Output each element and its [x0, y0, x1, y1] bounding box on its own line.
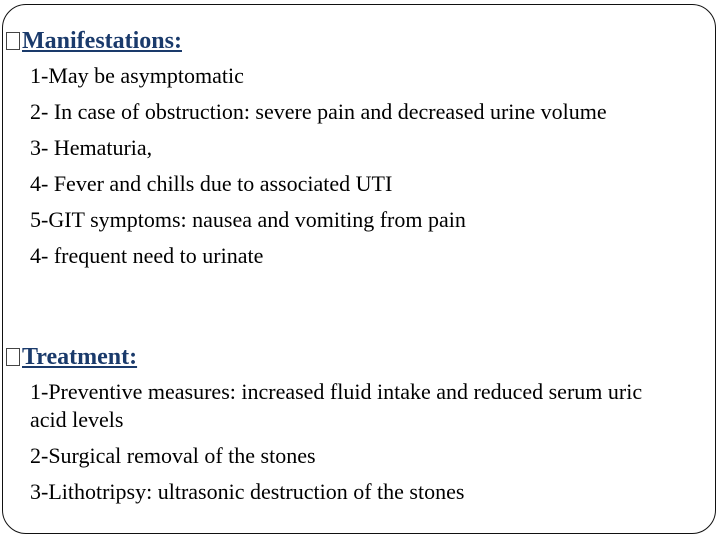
list-item: 4- Fever and chills due to associated UTI: [30, 171, 393, 196]
manifestations-section: [6, 26, 706, 270]
manifestations-heading: [6, 26, 706, 56]
list-item: 1-Preventive measures: increased fluid intake and reduced serum uric acid levels: [30, 379, 643, 432]
manifestations-heading-text: Manifestations:: [22, 28, 182, 54]
bullet-box-icon: [6, 32, 20, 50]
bullet-box-icon: [6, 348, 20, 366]
list-item: 2- In case of obstruction: severe pain and decreased urine volume: [30, 99, 607, 124]
list-item: 5-GIT symptoms: nausea and vomiting from pain: [30, 207, 466, 232]
list-item: 3-Lithotripsy: ultrasonic destruction of the stones: [30, 479, 465, 504]
treatment-heading: [6, 342, 706, 372]
list-item: 2-Surgical removal of the stones: [30, 443, 316, 468]
list-item: 3- Hematuria,: [30, 135, 153, 160]
list-item: 1-May be asymptomatic: [30, 63, 244, 88]
treatment-heading-text: Treatment:: [22, 344, 138, 370]
treatment-list: [6, 378, 706, 506]
treatment-section: [6, 342, 706, 506]
list-item: 4- frequent need to urinate: [30, 243, 264, 268]
manifestations-list: [6, 62, 706, 270]
